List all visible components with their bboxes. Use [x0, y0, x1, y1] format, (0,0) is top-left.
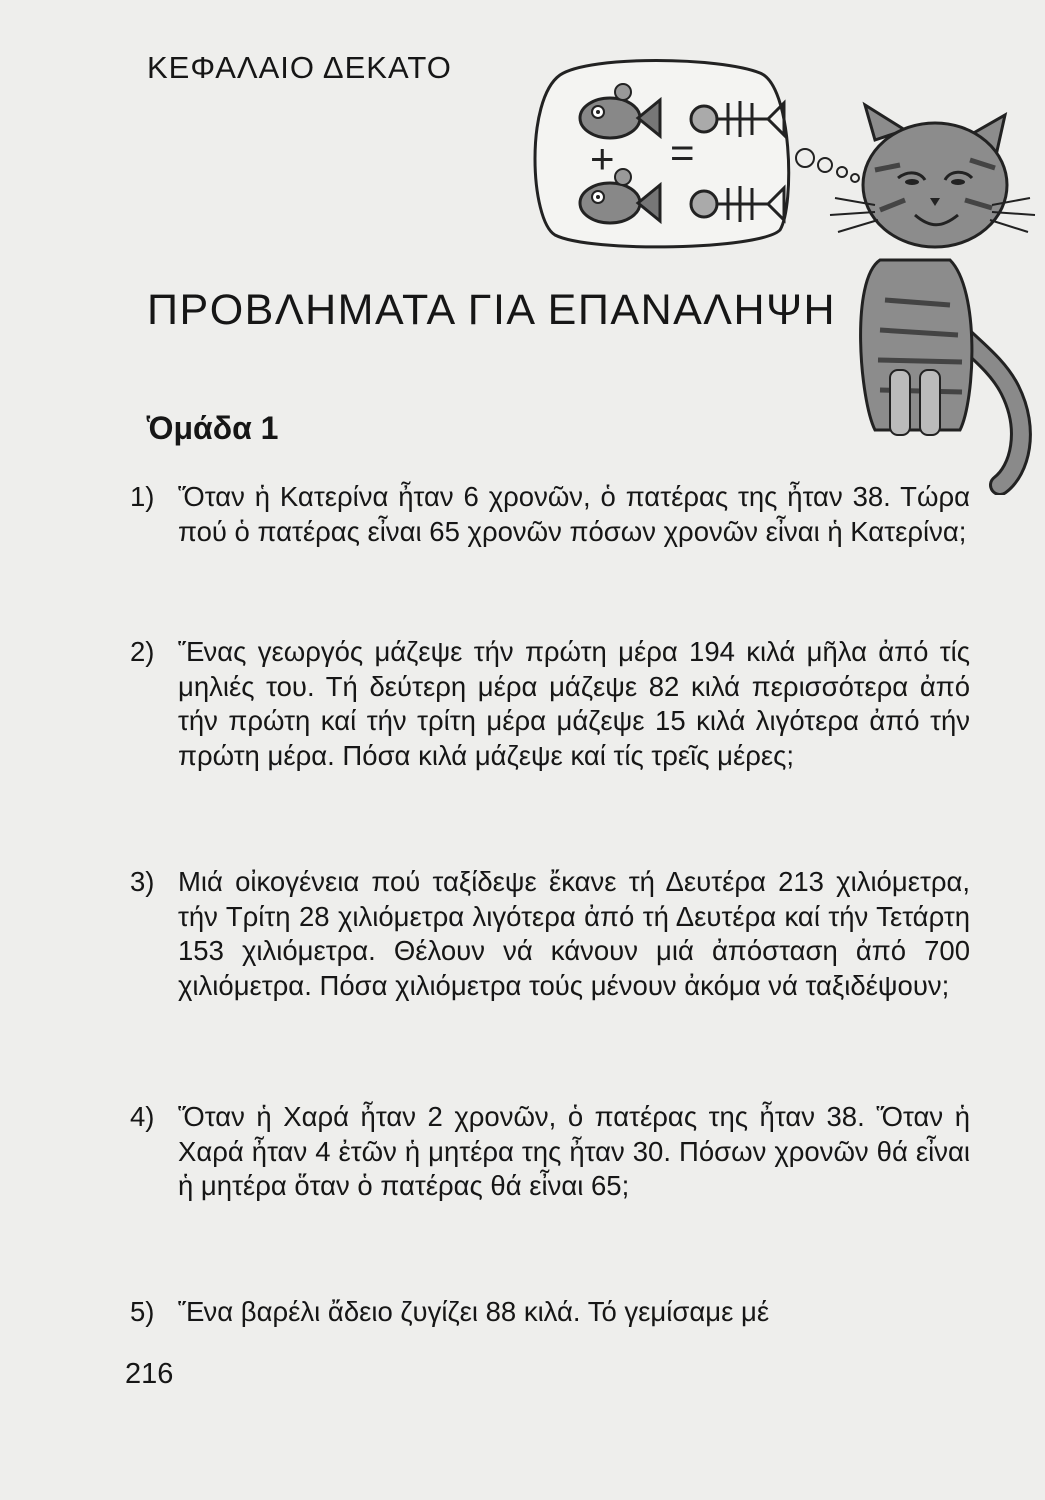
problem-item	[130, 635, 970, 773]
problem-number: 4)	[130, 1101, 155, 1132]
plus-sign: +	[590, 135, 615, 182]
group-heading: Ὁμάδα 1	[147, 410, 279, 446]
problem-item	[130, 480, 970, 549]
problem-number: 3)	[130, 866, 155, 897]
problem-text: Ὅταν ἡ Χαρά ἦταν 2 χρονῶν, ὁ πατέρας της ἦταν 38. Ὅταν ἡ Χαρά ἦταν 4 ἐτῶν ἡ μητέρα της ἦταν 30. Πόσων χρονῶν θά εἶναι ἡ μητέρα ὅταν ὁ πατέρας θά εἶναι 65;	[178, 1101, 970, 1201]
problem-number: 5)	[130, 1296, 155, 1327]
problem-item	[130, 1295, 970, 1330]
problem-text: Ὅταν ἡ Κατερίνα ἦταν 6 χρονῶν, ὁ πατέρας της ἦταν 38. Τώρα πού ὁ πατέρας εἶναι 65 χρονῶν πόσων χρονῶν εἶναι ἡ Κατερίνα;	[178, 481, 970, 547]
problem-item	[130, 1100, 970, 1204]
equals-sign: =	[670, 129, 695, 176]
fish-equation-illustration	[520, 55, 800, 255]
problem-number: 1)	[130, 481, 155, 512]
problem-text: Ἕνας γεωργός μάζεψε τήν πρώτη μέρα 194 κιλά μῆλα ἀπό τίς μηλιές του. Τή δεύτερη μέρα μάζεψε 82 κιλά περισσότερα ἀπό τήν πρώτη καί τήν τρίτη μέρα μάζεψε 15 κιλά λιγότερα ἀπό τήν πρώτη μέρα. Πόσα κιλά μάζεψε καί τίς τρεῖς μέρες;	[178, 636, 970, 771]
problem-item	[130, 865, 970, 1003]
problem-number: 2)	[130, 636, 155, 667]
chapter-header: ΚΕΦΑΛΑΙΟ ΔΕΚΑΤΟ	[147, 50, 452, 85]
problem-text: Μιά οἰκογένεια πού ταξίδεψε ἔκανε τή Δευτέρα 213 χιλιόμετρα, τήν Τρίτη 28 χιλιόμετρα λιγότερα ἀπό τή Δευτέρα καί τήν Τετάρτη 153 χιλιόμετρα. Θέλουν νά κάνουν μιά ἀπόσταση ἀπό 700 χιλιόμετρα. Πόσα χιλιόμετρα τούς μένουν ἀκόμα νά ταξιδέψουν;	[178, 866, 970, 1001]
page-title: ΠΡΟΒΛΗΜΑΤΑ ΓΙΑ ΕΠΑΝΑΛΗΨΗ	[147, 286, 837, 334]
problem-text: Ἕνα βαρέλι ἄδειο ζυγίζει 88 κιλά. Τό γεμίσαμε μέ	[178, 1296, 770, 1327]
page-number: 216	[125, 1358, 174, 1390]
